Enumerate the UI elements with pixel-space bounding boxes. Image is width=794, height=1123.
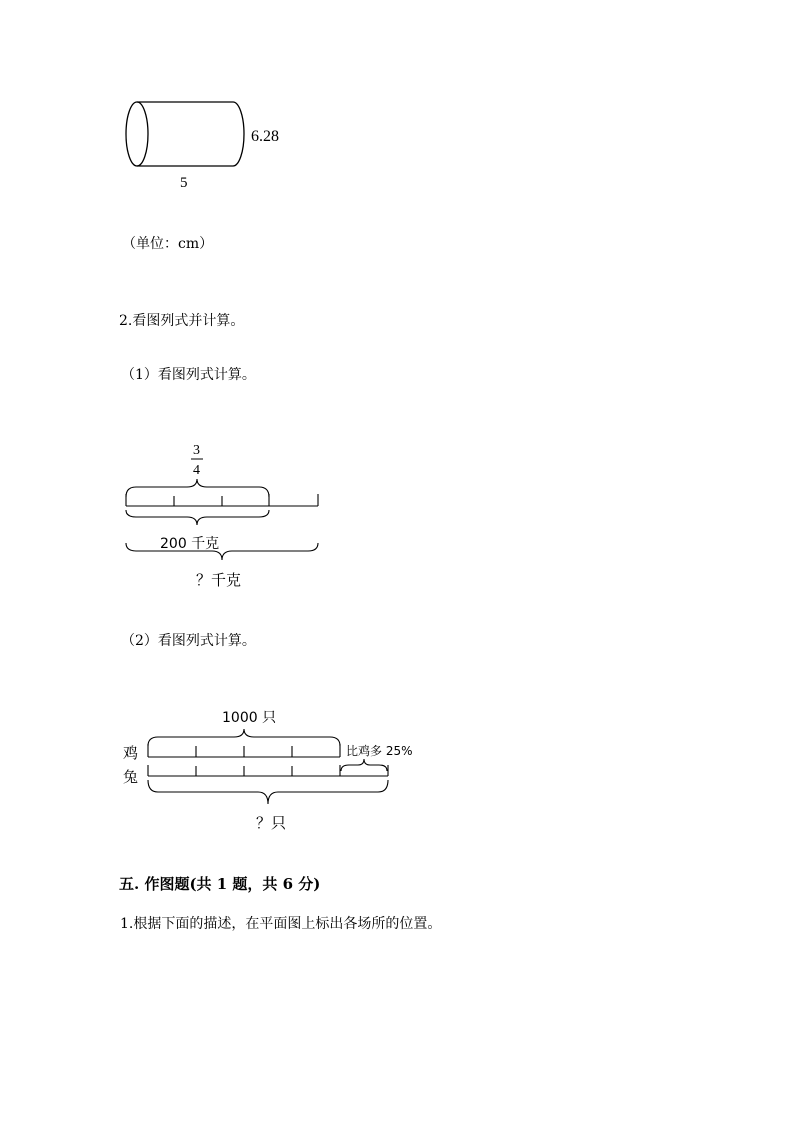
brace-rabbit-total (148, 780, 388, 804)
fraction-denominator: 4 (193, 463, 200, 478)
fraction-numerator: 3 (193, 443, 200, 458)
label-question-kg: ？千克 (196, 571, 242, 589)
row-label-chicken: 鸡 (123, 744, 139, 762)
brace-extra (341, 759, 387, 771)
q2-part2-title: （2）看图列式计算。 (121, 633, 256, 649)
cylinder-height-label: 6.28 (251, 128, 279, 145)
section5-title: 五. 作图题(共 1 题，共 6 分) (119, 875, 321, 893)
section5-q1: 1.根据下面的描述，在平面图上标出各场所的位置。 (120, 916, 442, 932)
q2-part1-title: （1）看图列式计算。 (121, 367, 256, 383)
label-200-kg: 200 千克 (160, 536, 220, 552)
label-more-percent: 比鸡多 25% (346, 744, 413, 758)
cylinder-length-label: 5 (180, 175, 188, 191)
row-label-rabbit: 兔 (123, 768, 139, 786)
unit-note: （单位：cm） (122, 236, 214, 252)
label-1000: 1000 只 (222, 710, 277, 726)
q2-title: 2.看图列式并计算。 (119, 313, 245, 329)
brace-1000 (148, 729, 340, 746)
label-question-count: ？只 (256, 814, 287, 832)
